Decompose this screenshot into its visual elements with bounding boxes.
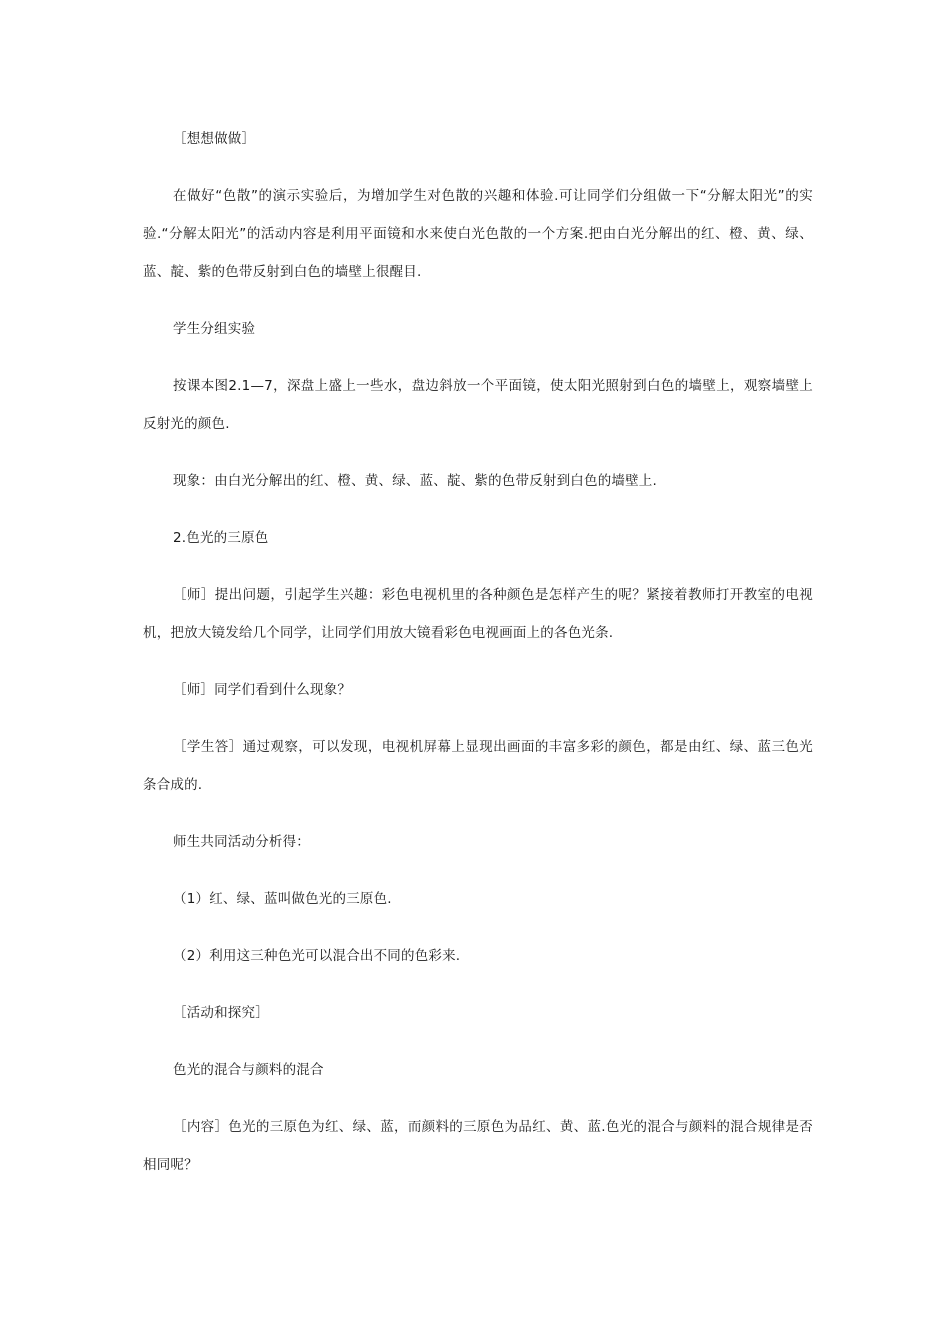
paragraph-mixing-title: 色光的混合与颜料的混合 xyxy=(173,1062,324,1078)
paragraph-joint-analysis: 师生共同活动分析得： xyxy=(173,834,310,850)
paragraph-dispersion-intro: 在做好“色散”的演示实验后，为增加学生对色散的兴趣和体验.可让同学们分组做一下“分解太阳光”的实验.“分解太阳光”的活动内容是利用平面镜和水来使白光色散的一个方案.把由白光分解出的红、橙、黄、绿、蓝、靛、紫的色带反射到白色的墙壁上很醒目. xyxy=(143,188,813,280)
paragraph-group-experiment-title: 学生分组实验 xyxy=(173,321,256,337)
paragraph-student-answer: ［学生答］通过观察，可以发现，电视机屏幕上显现出画面的丰富多彩的颜色，都是由红、绿、蓝三色光条合成的. xyxy=(143,739,813,793)
paragraph-phenomenon: 现象：由白光分解出的红、橙、黄、绿、蓝、靛、紫的色带反射到白色的墙壁上. xyxy=(173,473,657,489)
list-item-2: （2）利用这三种色光可以混合出不同的色彩来. xyxy=(173,948,461,964)
section-heading-think-do: ［想想做做］ xyxy=(173,131,256,147)
paragraph-content-mixing: ［内容］色光的三原色为红、绿、蓝，而颜料的三原色为品红、黄、蓝.色光的混合与颜料的混合规律是否相同呢？ xyxy=(143,1119,813,1173)
list-item-1: （1）红、绿、蓝叫做色光的三原色. xyxy=(173,891,392,907)
document-body xyxy=(143,120,813,1184)
section-heading-activity-inquiry: ［活动和探究］ xyxy=(173,1005,269,1021)
paragraph-teacher-question-tv: ［师］提出问题，引起学生兴趣：彩色电视机里的各种颜色是怎样产生的呢？紧接着教师打开教室的电视机，把放大镜发给几个同学，让同学们用放大镜看彩色电视画面上的各色光条. xyxy=(143,587,813,641)
paragraph-experiment-steps: 按课本图2.1—7，深盘上盛上一些水，盘边斜放一个平面镜，使太阳光照射到白色的墙壁上，观察墙壁上反射光的颜色. xyxy=(143,378,813,432)
section-heading-three-primary-colors: 2.色光的三原色 xyxy=(173,530,269,546)
paragraph-teacher-ask: ［师］同学们看到什么现象？ xyxy=(173,682,352,698)
